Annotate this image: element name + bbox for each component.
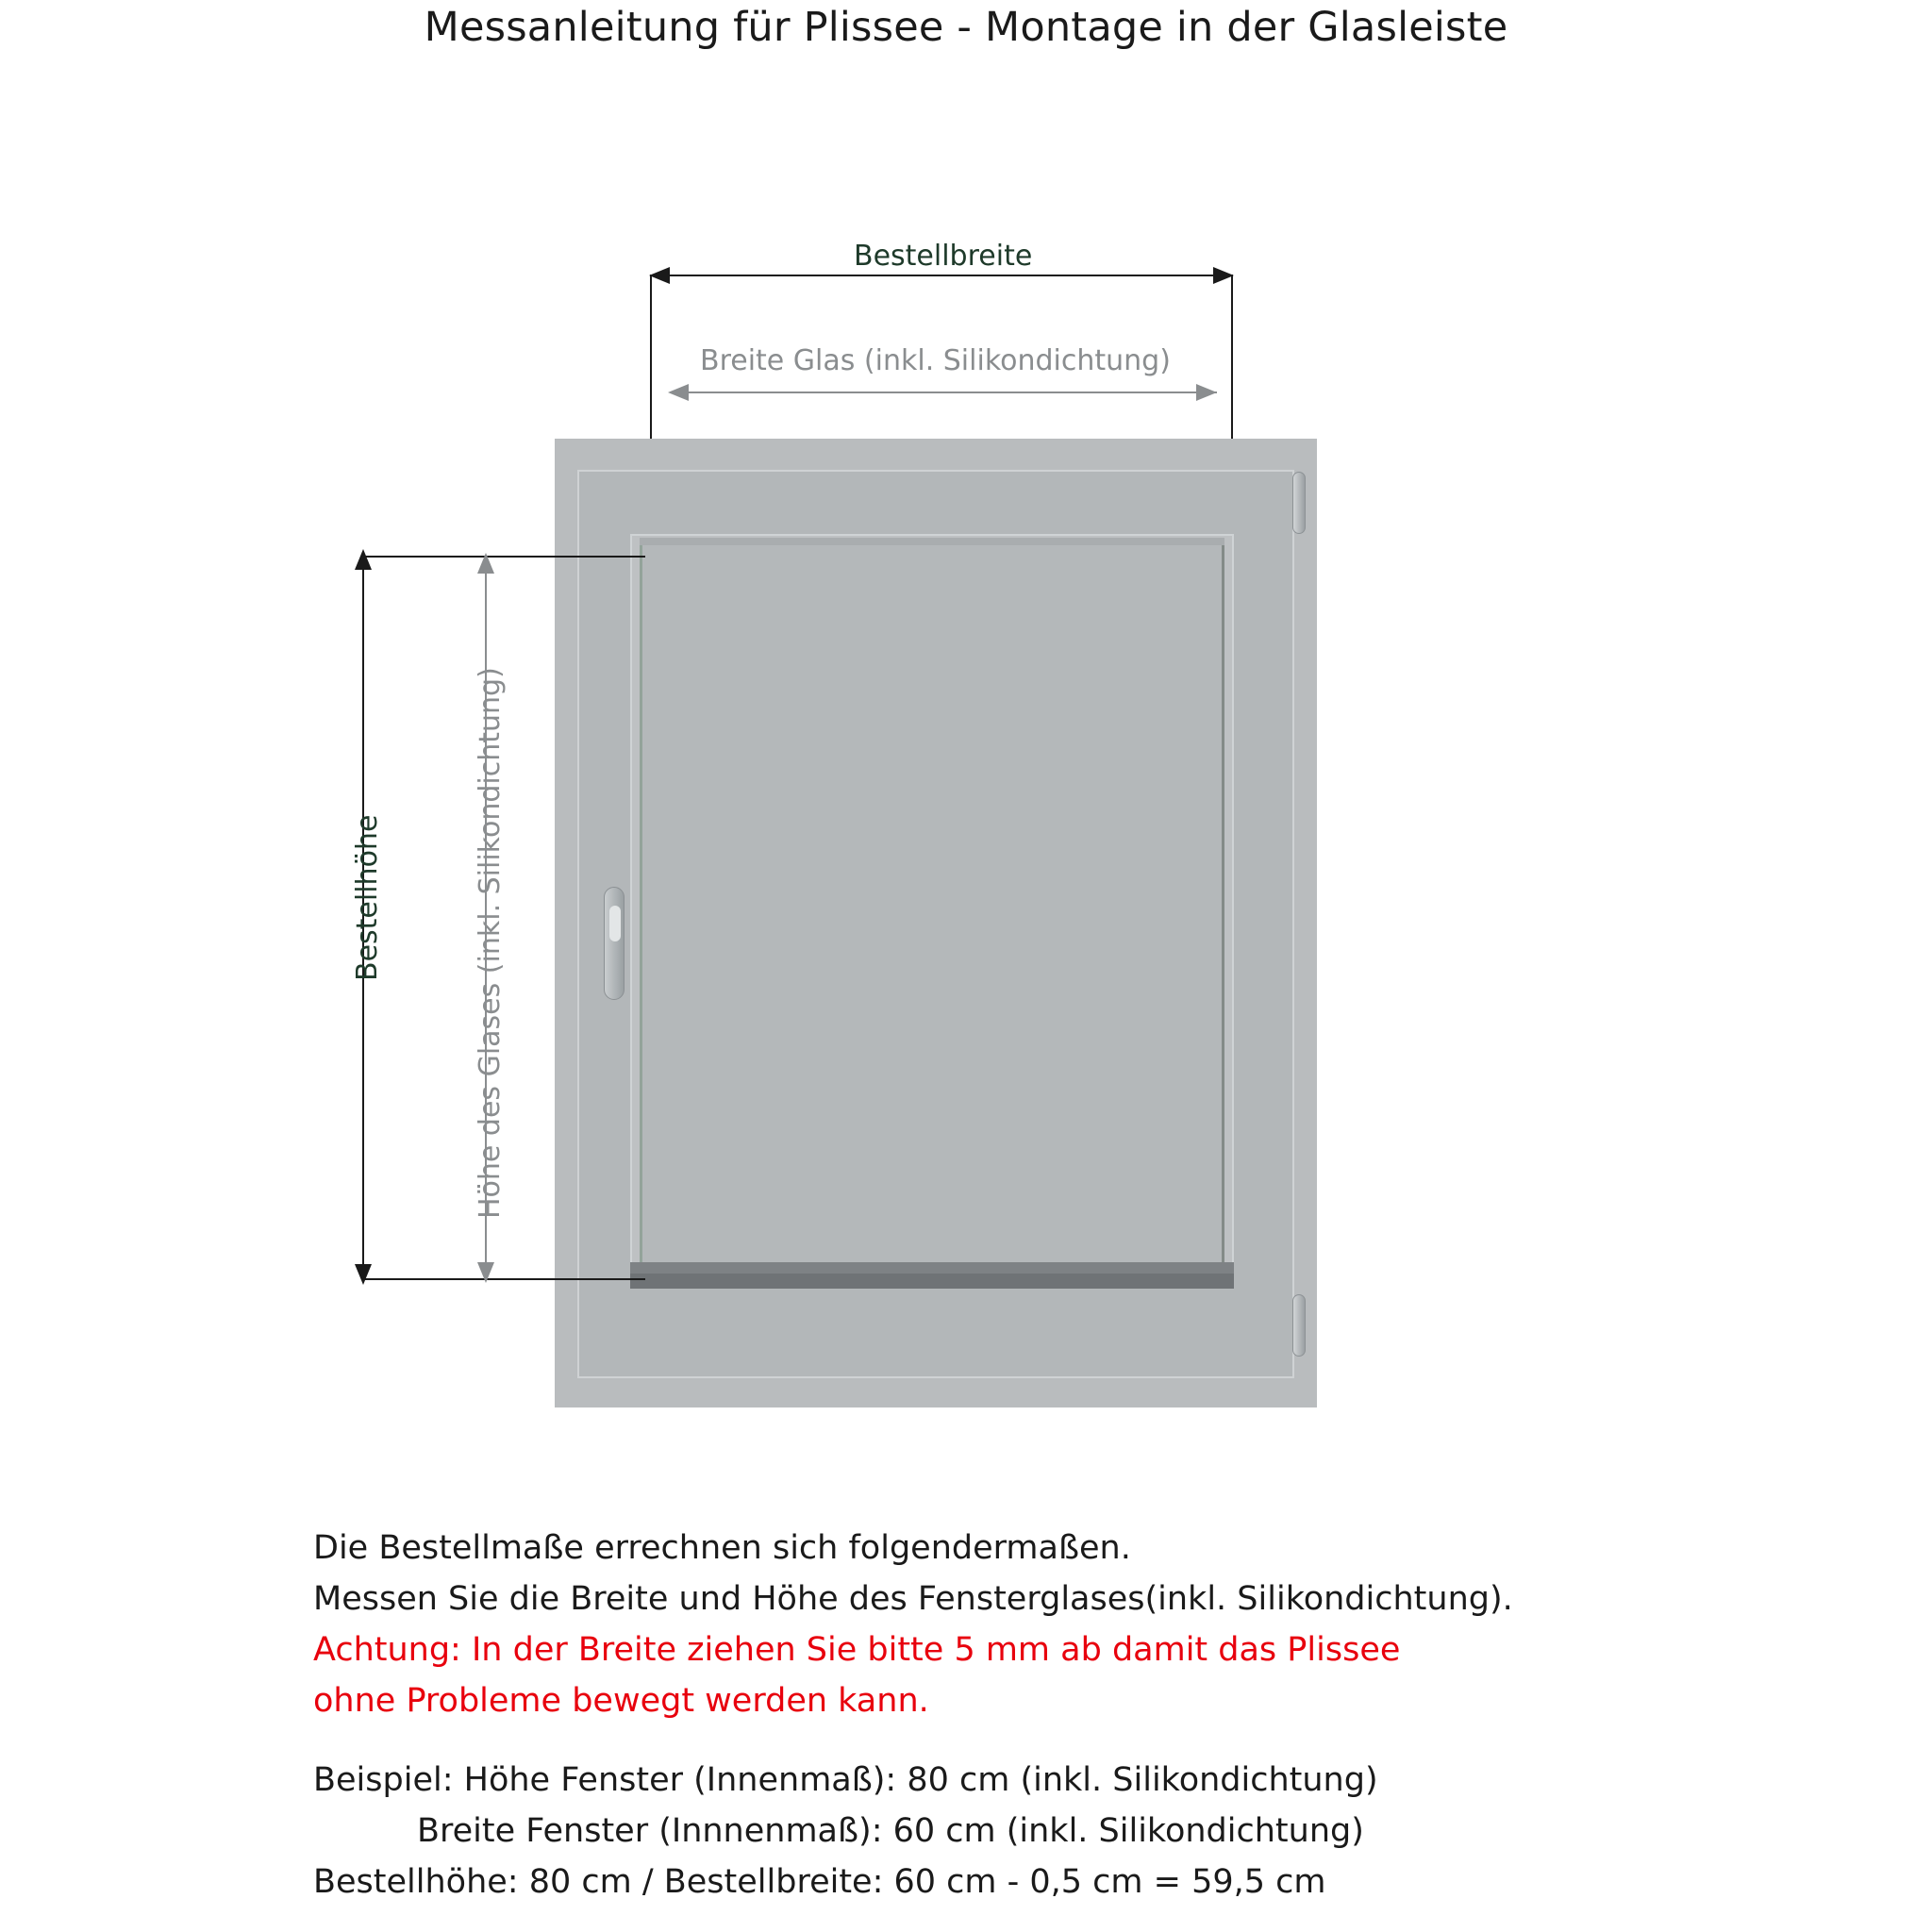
order-height-arrow-up <box>355 549 372 570</box>
window-hinge-bottom-icon <box>1292 1294 1306 1357</box>
glass-width-arrow-right <box>1196 384 1217 401</box>
glass-height-arrow-down <box>477 1262 494 1283</box>
sash-bottom-rail-shadow <box>630 1274 1234 1289</box>
example-line-3: Bestellhöhe: 80 cm / Bestellbreite: 60 cm - 0,5 cm = 59,5 cm <box>313 1863 1326 1901</box>
warning-line-1: Achtung: In der Breite ziehen Sie bitte 5 mm ab damit das Plissee <box>313 1631 1401 1669</box>
glass-width-label: Breite Glas (inkl. Silikondichtung) <box>700 344 1171 377</box>
window-hinge-top-icon <box>1292 472 1306 534</box>
order-height-extension-bottom <box>362 1278 645 1280</box>
glass-height-label: Höhe des Glases (inkl. Silikondichtung) <box>474 667 507 1219</box>
text-spacer <box>313 1726 1747 1755</box>
example-line-2-wrapper <box>313 1806 1747 1857</box>
order-height-arrow-down <box>355 1264 372 1285</box>
glass-height-arrow-up <box>477 553 494 574</box>
instructions-line-1: Die Bestellmaße errechnen sich folgendermaßen. <box>313 1529 1131 1567</box>
instructions-line-2: Messen Sie die Breite und Höhe des Fensterglases(inkl. Silikondichtung). <box>313 1580 1513 1618</box>
example-line-2: Breite Fenster (Innnenmaß): 60 cm (inkl. Silikondichtung) <box>417 1812 1364 1850</box>
order-height-extension-top <box>362 556 645 558</box>
order-width-dimension-line <box>651 275 1232 276</box>
glass-width-arrow-left <box>668 384 689 401</box>
window-handle-knob-icon <box>609 906 621 941</box>
order-height-label: Bestellhöhe <box>351 814 384 981</box>
order-width-arrow-left <box>649 267 670 284</box>
window-handle-icon <box>604 887 625 1000</box>
example-line-1: Beispiel: Höhe Fenster (Innenmaß): 80 cm (inkl. Silikondichtung) <box>313 1761 1378 1799</box>
glass-width-dimension-line <box>672 391 1217 393</box>
instructions-text <box>313 1523 1747 1907</box>
warning-line-2: ohne Probleme bewegt werden kann. <box>313 1682 929 1720</box>
page-title: Messanleitung für Plissee - Montage in der Glasleiste <box>424 4 1508 51</box>
order-width-label: Bestellbreite <box>854 240 1033 273</box>
window-glass-pane <box>640 545 1224 1272</box>
